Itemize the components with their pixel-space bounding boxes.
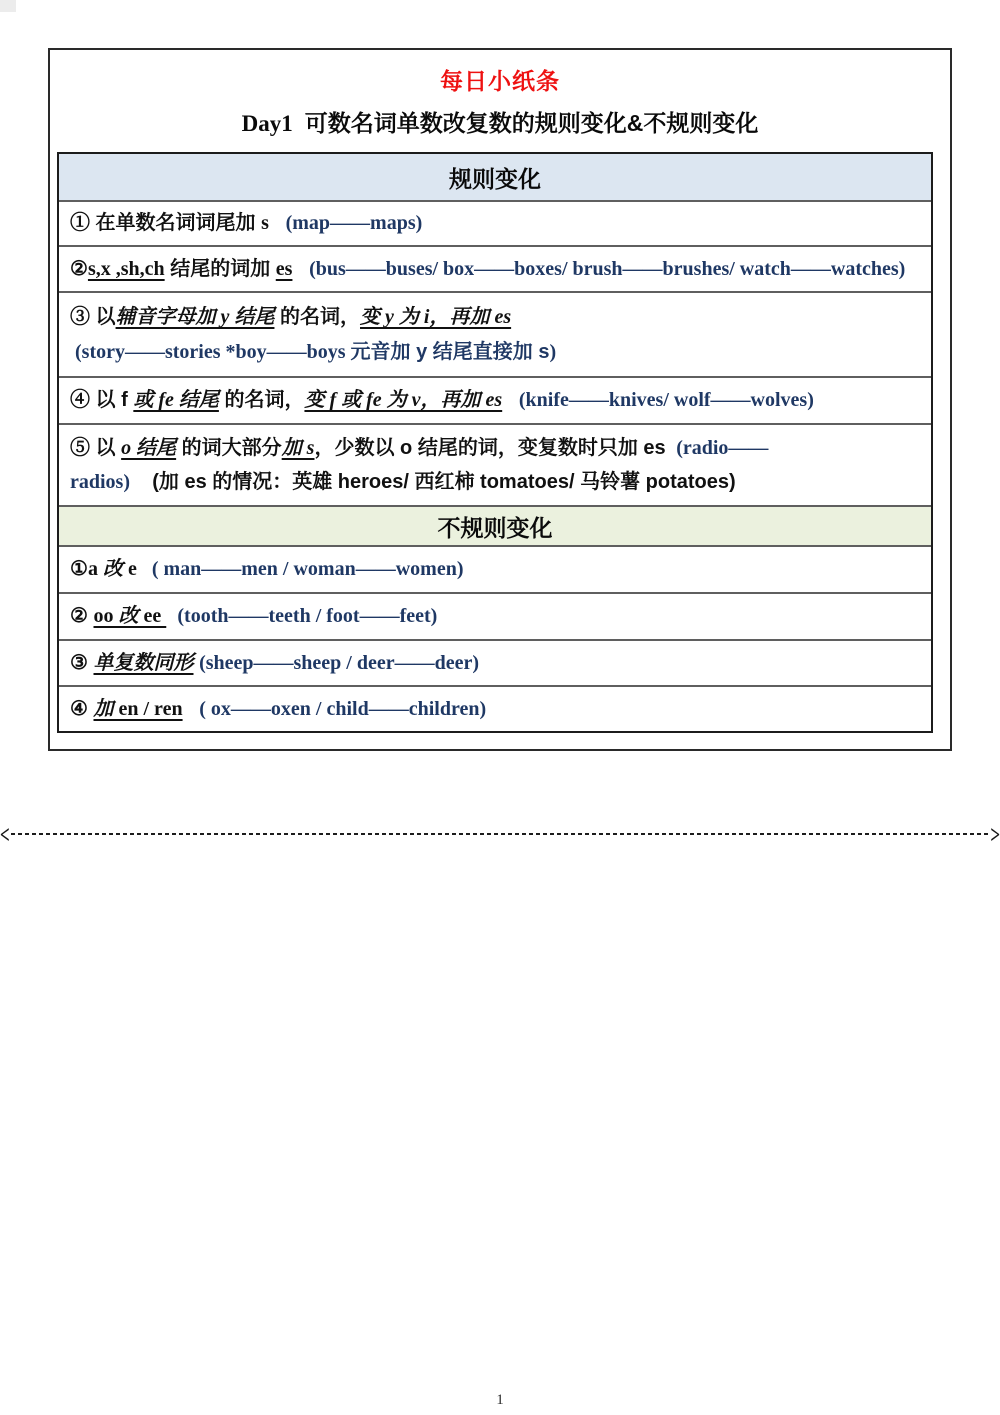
rule-line bbox=[70, 599, 923, 633]
text-segment: ① bbox=[70, 558, 88, 581]
text-segment: ) bbox=[549, 340, 557, 363]
section-header-regular: 规则变化 bbox=[59, 154, 931, 200]
text-segment bbox=[269, 212, 286, 234]
rule-row bbox=[59, 245, 931, 291]
text-segment: 结尾的词加 bbox=[164, 257, 276, 280]
text-segment: s bbox=[261, 212, 269, 235]
rule-line bbox=[70, 646, 923, 680]
dashed-divider bbox=[0, 819, 1000, 849]
rule-row bbox=[59, 200, 931, 245]
text-segment: 的名词， bbox=[274, 306, 361, 329]
text-segment: ee bbox=[138, 605, 167, 628]
text-segment: (加 es 的情况：英雄 heroes/ 西红柿 tomatoes/ 马铃薯 potatoes) bbox=[130, 471, 736, 493]
rule-line bbox=[70, 335, 923, 369]
rule-line bbox=[70, 692, 923, 726]
rule-line bbox=[70, 431, 923, 465]
left-arrow-icon: < bbox=[0, 819, 10, 849]
text-segment: s,x ,sh,ch bbox=[87, 257, 165, 280]
right-arrow-icon: > bbox=[990, 819, 1000, 849]
text-segment: 变 y 为 i，再加 es bbox=[360, 306, 512, 329]
text-segment: (tooth——teeth / foot——feet) bbox=[177, 605, 438, 628]
text-segment: a bbox=[87, 558, 103, 581]
dashed-line bbox=[11, 833, 990, 835]
text-segment bbox=[166, 605, 177, 627]
text-segment: 的名词， bbox=[218, 389, 305, 412]
section-header-irregular: 不规则变化 bbox=[59, 505, 931, 545]
rule-line bbox=[70, 300, 923, 334]
text-segment: en / ren bbox=[113, 697, 183, 720]
page-number: 1 bbox=[496, 1392, 504, 1408]
text-segment: ① 在单数名词词尾加 bbox=[70, 212, 262, 235]
text-segment: (radio—— bbox=[671, 436, 769, 459]
text-segment: 或 fe 结尾 bbox=[133, 389, 219, 412]
text-segment: ④ 以 f bbox=[70, 389, 134, 412]
rule-row bbox=[59, 423, 931, 505]
rule-line bbox=[70, 465, 923, 499]
lesson-day-label: Day1 bbox=[241, 111, 293, 136]
text-segment: ( man——men / woman——women) bbox=[151, 558, 464, 581]
text-segment: 改 bbox=[102, 558, 123, 581]
rule-row bbox=[59, 545, 931, 592]
text-segment: (map——maps) bbox=[285, 212, 423, 235]
text-segment: (knife——knives/ wolf——wolves) bbox=[518, 389, 814, 412]
rule-line bbox=[70, 383, 923, 417]
text-segment: ② bbox=[70, 605, 94, 628]
rule-row bbox=[59, 376, 931, 423]
text-segment: e bbox=[122, 558, 152, 581]
text-segment: ④ bbox=[70, 697, 94, 720]
scan-artifact bbox=[0, 0, 16, 12]
text-segment: 加 s bbox=[281, 436, 315, 459]
text-segment: (sheep——sheep / deer——deer) bbox=[199, 651, 480, 674]
text-segment: 的词大部分 bbox=[176, 436, 282, 459]
text-segment bbox=[183, 698, 200, 720]
text-segment: radios) bbox=[70, 471, 130, 493]
text-segment: o 结尾 bbox=[121, 436, 177, 459]
text-segment: 加 bbox=[93, 697, 114, 720]
text-segment: es bbox=[275, 257, 293, 280]
text-segment bbox=[292, 258, 309, 280]
text-segment: ② bbox=[70, 257, 88, 280]
text-segment: ( ox——oxen / child——children) bbox=[199, 697, 487, 720]
rules-table bbox=[57, 152, 933, 733]
text-segment: 变 f 或 fe 为 v，再加 es bbox=[304, 389, 503, 412]
rule-row bbox=[59, 685, 931, 731]
text-segment: 改 bbox=[118, 605, 139, 628]
text-segment: 元音加 y 结尾直接加 s bbox=[350, 340, 550, 363]
rule-row bbox=[59, 592, 931, 639]
text-segment: ，少数以 o 结尾的词，变复数时只加 es bbox=[314, 436, 672, 459]
page-title: 每日小纸条 bbox=[440, 68, 560, 94]
rule-row bbox=[59, 291, 931, 376]
text-segment: ⑤ 以 bbox=[70, 436, 122, 459]
text-segment: ③ bbox=[70, 651, 94, 674]
rule-line bbox=[70, 252, 923, 286]
text-segment: 辅音字母加 y 结尾 bbox=[115, 306, 275, 329]
text-segment bbox=[502, 389, 519, 411]
lesson-title-text: 可数名词单数改复数的规则变化&不规则变化 bbox=[304, 110, 759, 136]
content-frame bbox=[48, 48, 952, 751]
rule-row bbox=[59, 639, 931, 685]
rule-line bbox=[70, 552, 923, 586]
rule-line bbox=[70, 206, 923, 240]
lesson-title bbox=[50, 105, 950, 138]
text-segment: 单复数同形 bbox=[93, 651, 194, 674]
text-segment: ③ 以 bbox=[70, 306, 116, 329]
text-segment: oo bbox=[93, 605, 119, 628]
text-segment: (story——stories *boy——boys bbox=[70, 340, 351, 363]
text-segment: (bus——buses/ box——boxes/ brush——brushes/ watch——watches) bbox=[309, 257, 906, 280]
